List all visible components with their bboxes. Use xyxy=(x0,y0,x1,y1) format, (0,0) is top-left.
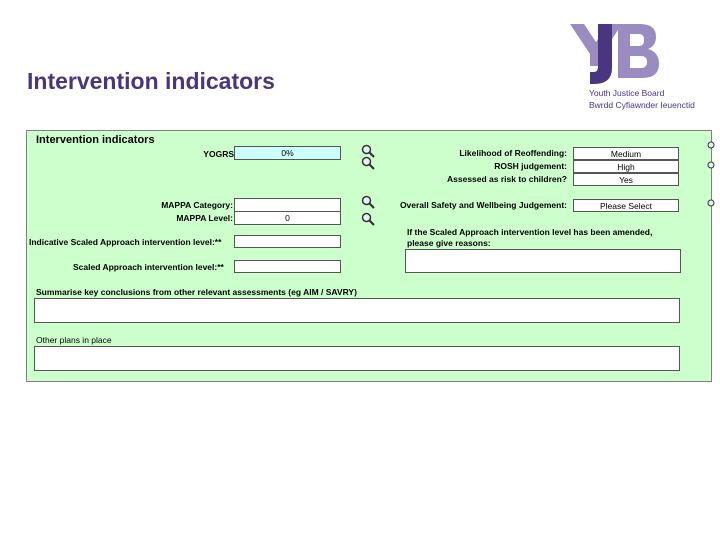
summarise-textarea[interactable] xyxy=(34,298,680,323)
risk-children-label: Assessed as risk to children? xyxy=(447,174,567,184)
likelihood-label: Likelihood of Reoffending: xyxy=(459,148,567,158)
indicative-level-field[interactable] xyxy=(234,235,341,248)
amended-reason-textarea[interactable] xyxy=(405,249,681,273)
logo-text-english: Youth Justice Board xyxy=(589,88,665,98)
magnifier-icon[interactable] xyxy=(361,195,375,209)
likelihood-field[interactable]: Medium xyxy=(573,147,679,160)
form-title: Intervention indicators xyxy=(36,134,155,146)
mappa-category-field[interactable] xyxy=(234,198,341,212)
wellbeing-select[interactable]: Please Select xyxy=(573,199,679,212)
magnifier-icon[interactable] xyxy=(361,212,375,226)
mappa-level-field[interactable]: 0 xyxy=(234,211,341,225)
magnifier-icon[interactable] xyxy=(707,161,715,169)
mappa-level-label: MAPPA Level: xyxy=(176,213,233,223)
risk-children-field[interactable]: Yes xyxy=(573,173,679,186)
yjb-logo xyxy=(568,22,708,112)
scaled-level-field[interactable] xyxy=(234,260,341,273)
yogrs-label: YOGRS xyxy=(203,149,234,159)
logo-text-welsh: Bwrdd Cyfiawnder Ieuenctid xyxy=(589,100,695,110)
yogrs-field[interactable]: 0% xyxy=(234,146,341,160)
scaled-level-label: Scaled Approach intervention level:** xyxy=(73,262,224,272)
amended-reason-label-line1: If the Scaled Approach intervention level has been amended, xyxy=(407,227,653,237)
slide-title: Intervention indicators xyxy=(27,68,275,94)
mappa-category-label: MAPPA Category: xyxy=(161,200,233,210)
intervention-form xyxy=(26,130,712,382)
wellbeing-label: Overall Safety and Wellbeing Judgement: xyxy=(399,200,567,210)
other-plans-label: Other plans in place xyxy=(36,335,112,345)
rosh-label: ROSH judgement: xyxy=(494,161,567,171)
other-plans-textarea[interactable] xyxy=(34,346,680,371)
magnifier-icon[interactable] xyxy=(707,141,715,149)
indicative-level-label: Indicative Scaled Approach intervention level:** xyxy=(29,237,222,247)
yjb-logo-mark xyxy=(568,22,663,86)
rosh-field[interactable]: High xyxy=(573,160,679,173)
magnifier-icon[interactable] xyxy=(707,199,715,207)
summarise-label: Summarise key conclusions from other relevant assessments (eg AIM / SAVRY) xyxy=(36,287,357,297)
magnifier-icon[interactable] xyxy=(361,156,375,170)
amended-reason-label-line2: please give reasons: xyxy=(407,238,491,248)
